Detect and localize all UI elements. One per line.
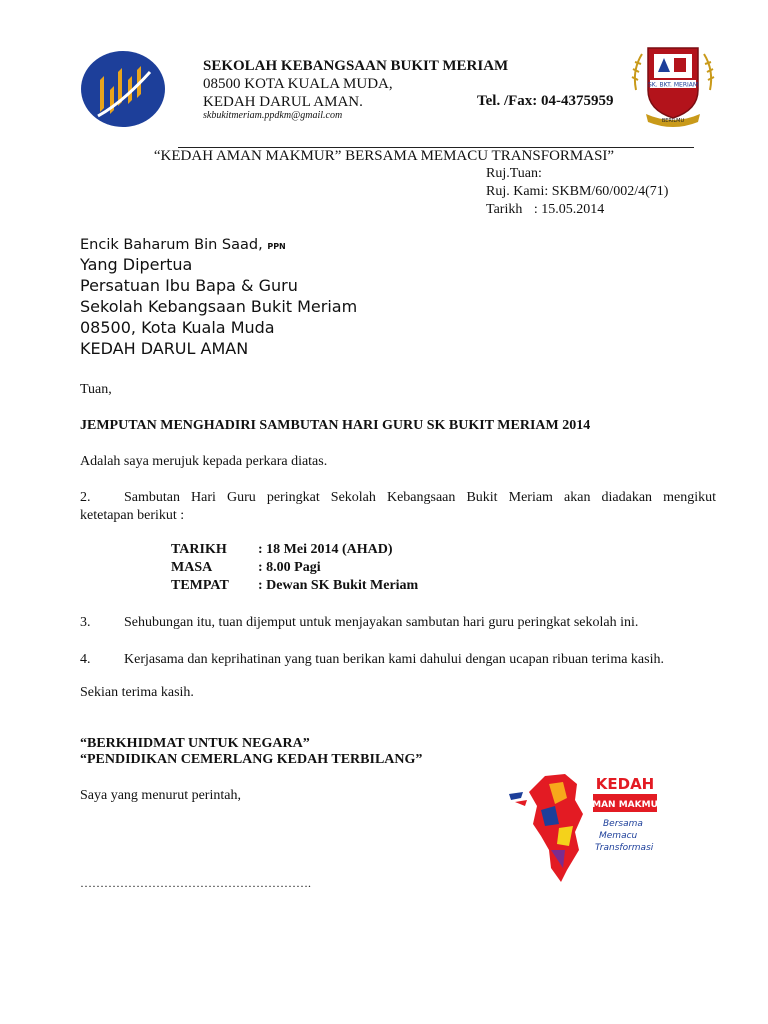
paragraph-3-number: 3. [80, 615, 91, 630]
paragraph-1: Adalah saya merujuk kepada perkara diatas. [80, 454, 328, 469]
school-crest-logo [628, 40, 718, 128]
detail-value-time: : 8.00 Pagi [258, 560, 321, 575]
paragraph-2-line-1: Sambutan Hari Guru peringkat Sekolah Kebangsaan Bukit Meriam akan diadakan mengikut [124, 490, 716, 505]
kedah-aman-makmur-logo [505, 770, 710, 885]
school-email[interactable]: skbukitmeriam.ppdkm@gmail.com [203, 110, 343, 121]
school-state: KEDAH DARUL AMAN. [203, 94, 363, 110]
detail-value-date: : 18 Mei 2014 (AHAD) [258, 542, 393, 557]
paragraph-2-number: 2. [80, 490, 91, 505]
recipient-suffix: PPN [267, 242, 286, 251]
ref-kami [486, 183, 668, 201]
paragraph-4-number: 4. [80, 652, 91, 667]
recipient-line: Sekolah Kebangsaan Bukit Meriam [80, 297, 358, 316]
detail-label-date: TARIKH [171, 542, 227, 557]
crest-school-label: SK. BKT. MERIAM [647, 81, 699, 89]
crest-ribbon-text: BERILMU [661, 118, 685, 124]
detail-label-time: MASA [171, 560, 213, 575]
kedah-logo-title: KEDAH [595, 775, 655, 793]
closing-text: Sekian terima kasih. [80, 685, 194, 700]
ministry-logo [80, 50, 166, 128]
ref-date-value: : 15.05.2014 [533, 202, 605, 217]
recipient-name: Encik Baharum Bin Saad, [80, 237, 263, 253]
kedah-logo-tagline-3: Transformasi [595, 843, 654, 853]
recipient-line: Yang Dipertua [80, 255, 193, 274]
detail-value-venue: : Dewan SK Bukit Meriam [258, 578, 419, 593]
kedah-logo-tagline-2: Memacu [599, 831, 638, 841]
sign-off: Saya yang menurut perintah, [80, 788, 241, 803]
ref-kami-label: Ruj. Kami: [486, 184, 549, 199]
ref-kami-value: SKBM/60/002/4(71) [551, 184, 669, 199]
paragraph-2-line-2: ketetapan berikut : [80, 508, 185, 523]
kedah-logo-banner: AMAN MAKMUR [585, 800, 665, 810]
ref-date [486, 201, 604, 219]
slogan-1: “BERKHIDMAT UNTUK NEGARA” [80, 736, 310, 751]
detail-label-venue: TEMPAT [171, 578, 229, 593]
paragraph-4: Kerjasama dan keprihatinan yang tuan berikan kami dahului dengan ucapan ribuan terima kasih. [124, 652, 664, 667]
kedah-logo-tagline-1: Bersama [603, 819, 643, 829]
state-motto: “KEDAH AMAN MAKMUR” BERSAMA MEMACU TRANSFORMASI” [153, 148, 615, 164]
salutation: Tuan, [80, 382, 112, 397]
ref-tuan: Ruj.Tuan: [486, 166, 542, 181]
ref-date-label: Tarikh [486, 202, 523, 217]
signature-line: …………………………………………………. [80, 876, 311, 890]
school-name: SEKOLAH KEBANGSAAN BUKIT MERIAM [203, 58, 509, 74]
recipient-line: Persatuan Ibu Bapa & Guru [80, 276, 298, 295]
school-postcode-city: 08500 KOTA KUALA MUDA, [203, 76, 393, 92]
slogan-2: “PENDIDIKAN CEMERLANG KEDAH TERBILANG” [80, 752, 423, 767]
letter-subject: JEMPUTAN MENGHADIRI SAMBUTAN HARI GURU SK BUKIT MERIAM 2014 [80, 418, 591, 433]
recipient-line: KEDAH DARUL AMAN [80, 339, 249, 358]
paragraph-3: Sehubungan itu, tuan dijemput untuk menjayakan sambutan hari guru peringkat sekolah ini. [124, 615, 639, 630]
school-phone: Tel. /Fax: 04-4375959 [477, 93, 614, 109]
recipient-line: 08500, Kota Kuala Muda [80, 318, 275, 337]
recipient-name-line [80, 237, 286, 253]
